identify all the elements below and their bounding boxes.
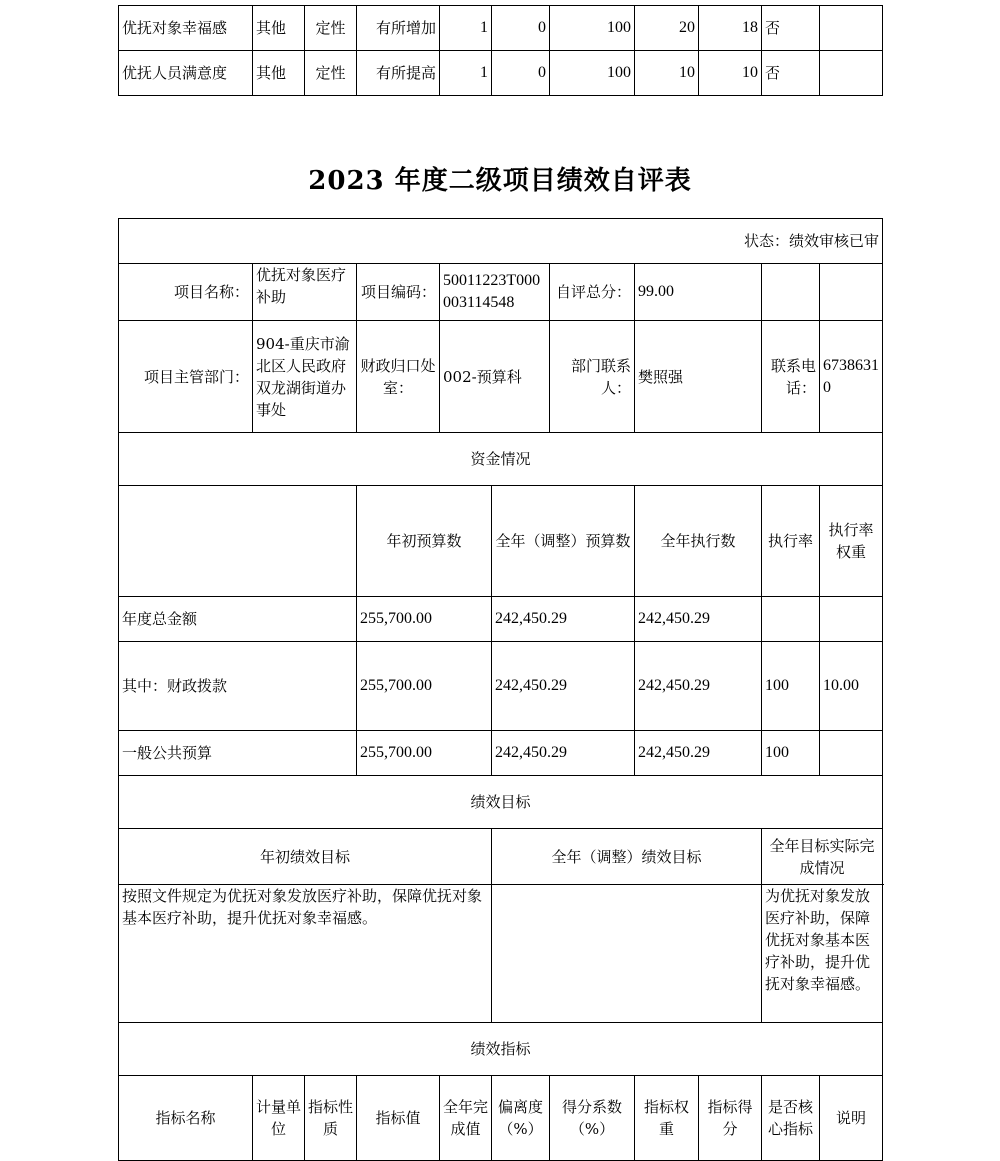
indicator-header-deviation: 偏离度（%）: [492, 1076, 550, 1161]
project-code-label: 项目编码：: [357, 264, 440, 321]
goals-header-initial: 年初绩效目标: [119, 829, 492, 885]
project-name: 优抚对象医疗补助: [253, 264, 357, 321]
indicator-core: 否: [762, 51, 820, 96]
dept-name: 904-重庆市渝北区人民政府双龙湖街道办事处: [253, 321, 357, 433]
indicator-deviation: 0: [492, 6, 550, 51]
goals-actual: 为优抚对象发放医疗补助，保障优抚对象基本医疗补助，提升优抚对象幸福感。: [762, 885, 883, 1023]
funds-row-label: 年度总金额: [119, 597, 357, 642]
funds-executed: 242,450.29: [635, 731, 762, 776]
indicator-score: 18: [699, 6, 762, 51]
funds-initial: 255,700.00: [357, 597, 492, 642]
goals-header-adjusted: 全年（调整）绩效目标: [492, 829, 762, 885]
indicator-deviation: 0: [492, 51, 550, 96]
funds-adjusted: 242,450.29: [492, 642, 635, 731]
indicator-name: 优抚对象幸福感: [119, 6, 253, 51]
office-name: 002-预算科: [440, 321, 550, 433]
empty-cell: [762, 264, 820, 321]
funds-rate: 100: [762, 642, 820, 731]
indicator-value: 有所增加: [357, 6, 440, 51]
funds-header-adjusted: 全年（调整）预算数: [492, 486, 635, 597]
indicator-nature: 定性: [305, 6, 357, 51]
indicator-full: 1: [440, 6, 492, 51]
indicator-header-note: 说明: [820, 1076, 883, 1161]
indicator-value: 有所提高: [357, 51, 440, 96]
indicator-header-score: 指标得分: [699, 1076, 762, 1161]
goals-initial: 按照文件规定为优抚对象发放医疗补助，保障优抚对象基本医疗补助，提升优抚对象幸福感。: [119, 885, 492, 1023]
phone-label: 联系电话：: [762, 321, 820, 433]
indicators-section-title: 绩效指标: [119, 1023, 883, 1076]
goals-section-title: 绩效目标: [119, 776, 883, 829]
indicator-unit: 其他: [253, 51, 305, 96]
funds-header-rate: 执行率: [762, 486, 820, 597]
indicator-table-continued: [118, 5, 883, 96]
indicator-weight: 20: [635, 6, 699, 51]
indicator-core: 否: [762, 6, 820, 51]
table-row: [119, 642, 883, 731]
table-row: [119, 597, 883, 642]
funds-row-label: 其中：财政拨款: [119, 642, 357, 731]
funds-row-label: 一般公共预算: [119, 731, 357, 776]
funds-weight: 10.00: [820, 642, 883, 731]
contact-name: 樊照强: [635, 321, 762, 433]
office-label: 财政归口处室：: [357, 321, 440, 433]
indicator-note: [820, 6, 883, 51]
indicator-header-core: 是否核心指标: [762, 1076, 820, 1161]
funds-header-initial: 年初预算数: [357, 486, 492, 597]
indicator-unit: 其他: [253, 6, 305, 51]
funds-adjusted: 242,450.29: [492, 597, 635, 642]
indicator-header-coef: 得分系数（%）: [550, 1076, 635, 1161]
table-row: [119, 6, 883, 51]
funds-header-weight: 执行率权重: [820, 486, 883, 597]
contact-label: 部门联系人：: [550, 321, 635, 433]
indicator-name: 优抚人员满意度: [119, 51, 253, 96]
funds-weight: [820, 731, 883, 776]
indicator-header-full: 全年完成值: [440, 1076, 492, 1161]
funds-section-title: 资金情况: [119, 433, 883, 486]
funds-weight: [820, 597, 883, 642]
indicator-coef: 100: [550, 51, 635, 96]
indicator-header-nature: 指标性质: [305, 1076, 357, 1161]
self-score: 99.00: [635, 264, 762, 321]
indicator-header-weight: 指标权重: [635, 1076, 699, 1161]
self-score-label: 自评总分：: [550, 264, 635, 321]
indicator-score: 10: [699, 51, 762, 96]
funds-initial: 255,700.00: [357, 731, 492, 776]
goals-adjusted: [492, 885, 762, 1023]
indicator-note: [820, 51, 883, 96]
table-row: [119, 731, 883, 776]
dept-label: 项目主管部门：: [119, 321, 253, 433]
project-name-label: 项目名称：: [119, 264, 253, 321]
goals-header-actual: 全年目标实际完成情况: [762, 829, 883, 885]
funds-executed: 242,450.29: [635, 642, 762, 731]
funds-executed: 242,450.29: [635, 597, 762, 642]
empty-cell: [119, 486, 357, 597]
status-text: 状态：绩效审核已审: [119, 219, 883, 264]
project-code: 50011223T000003114548: [440, 264, 550, 321]
funds-adjusted: 242,450.29: [492, 731, 635, 776]
indicator-header-name: 指标名称: [119, 1076, 253, 1161]
indicator-header-value: 指标值: [357, 1076, 440, 1161]
indicator-weight: 10: [635, 51, 699, 96]
phone-number: 67386310: [820, 321, 883, 433]
evaluation-table: [118, 218, 883, 1161]
funds-header-executed: 全年执行数: [635, 486, 762, 597]
funds-rate: 100: [762, 731, 820, 776]
indicator-coef: 100: [550, 6, 635, 51]
empty-cell: [820, 264, 883, 321]
table-row: [119, 51, 883, 96]
funds-rate: [762, 597, 820, 642]
indicator-full: 1: [440, 51, 492, 96]
indicator-nature: 定性: [305, 51, 357, 96]
page-title: 2023 年度二级项目绩效自评表: [308, 166, 692, 196]
indicator-header-unit: 计量单位: [253, 1076, 305, 1161]
funds-initial: 255,700.00: [357, 642, 492, 731]
